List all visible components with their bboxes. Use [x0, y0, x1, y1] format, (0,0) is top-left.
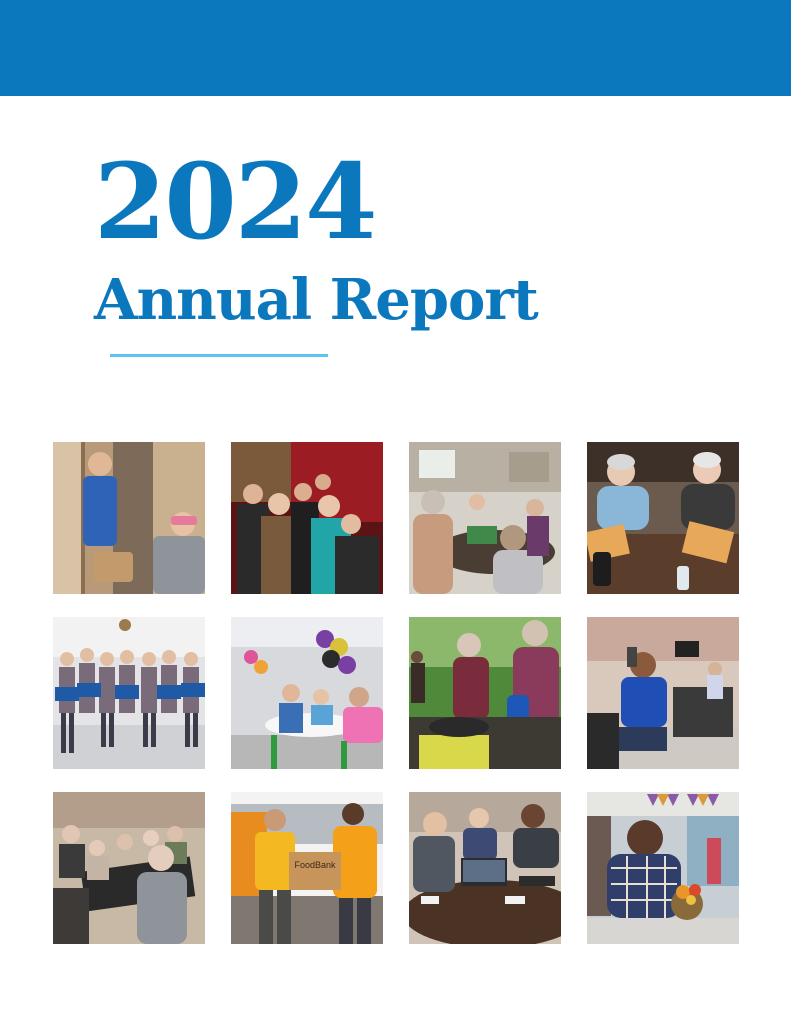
title-underline [110, 354, 328, 357]
photo-collage [53, 442, 738, 945]
photo-foodbank-delivery [231, 792, 383, 944]
photo-computer-class [409, 792, 561, 944]
photo-man-seated [587, 617, 739, 769]
photo-balloon-party [231, 617, 383, 769]
header-band [0, 0, 791, 96]
photo-bingo-players [587, 442, 739, 594]
photo-flower-arrangement [587, 792, 739, 944]
photo-exercise-class [53, 617, 205, 769]
photo-food-bag-handoff [53, 442, 205, 594]
photo-gardening [409, 617, 561, 769]
photo-card-game [53, 792, 205, 944]
photo-group-portrait [231, 442, 383, 594]
photo-seniors-crafting [409, 442, 561, 594]
report-year: 2024 [94, 140, 376, 263]
report-title: Annual Report [94, 267, 538, 333]
foodbank-box-label: FoodBank [294, 860, 336, 870]
